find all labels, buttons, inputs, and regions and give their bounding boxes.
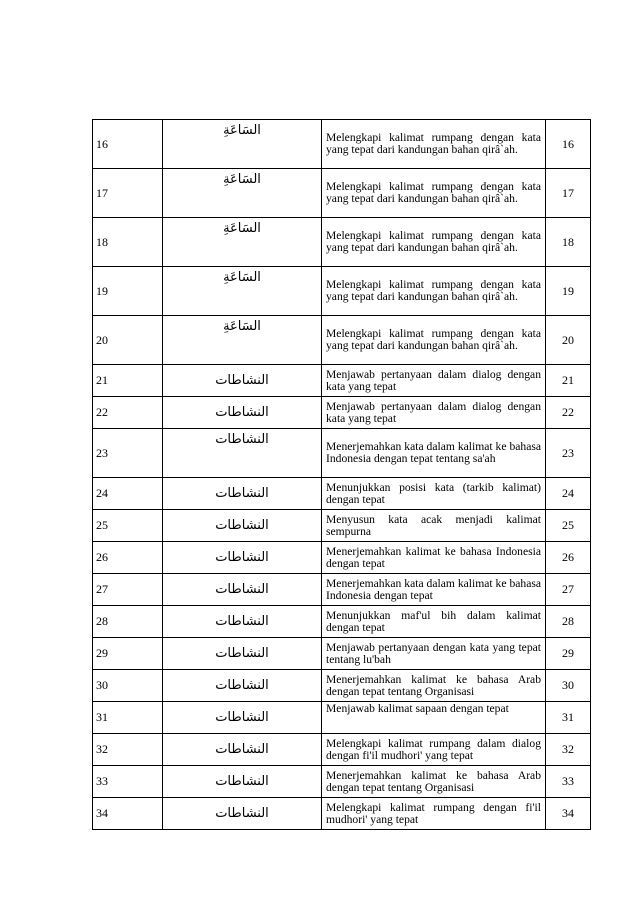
row-number: 26 xyxy=(93,542,163,574)
row-number: 32 xyxy=(93,734,163,766)
topic-arabic: النشاطات xyxy=(163,702,322,734)
indicator-text: Menyusun kata acak menjadi kalimat sempurna xyxy=(322,510,546,542)
topic-arabic: السَاعَةِ xyxy=(163,316,322,365)
table-row xyxy=(93,638,591,670)
row-number-right: 28 xyxy=(546,606,591,638)
row-number: 28 xyxy=(93,606,163,638)
row-number: 21 xyxy=(93,365,163,397)
row-number-right: 19 xyxy=(546,267,591,316)
indicator-text: Melengkapi kalimat rumpang dalam dialog dengan fi'il mudhori' yang tepat xyxy=(322,734,546,766)
row-number: 31 xyxy=(93,702,163,734)
table-row xyxy=(93,478,591,510)
indicator-text: Menunjukkan maf'ul bih dalam kalimat dengan tepat xyxy=(322,606,546,638)
table-row xyxy=(93,365,591,397)
table-row xyxy=(93,574,591,606)
indicator-text: Menerjemahkan kalimat ke bahasa Arab dengan tepat tentang Organisasi xyxy=(322,766,546,798)
indicator-text: Menunjukkan posisi kata (tarkib kalimat) dengan tepat xyxy=(322,478,546,510)
table-row xyxy=(93,734,591,766)
table-row xyxy=(93,218,591,267)
indicator-text: Menerjemahkan kata dalam kalimat ke bahasa Indonesia dengan tepat tentang sa'ah xyxy=(322,429,546,478)
row-number-right: 32 xyxy=(546,734,591,766)
row-number: 19 xyxy=(93,267,163,316)
topic-arabic: النشاطات xyxy=(163,478,322,510)
topic-arabic: النشاطات xyxy=(163,670,322,702)
topic-arabic: النشاطات xyxy=(163,766,322,798)
row-number-right: 24 xyxy=(546,478,591,510)
indicator-table xyxy=(92,119,591,830)
row-number: 30 xyxy=(93,670,163,702)
indicator-text: Melengkapi kalimat rumpang dengan kata yang tepat dari kandungan bahan qirâ`ah. xyxy=(322,169,546,218)
row-number: 24 xyxy=(93,478,163,510)
topic-arabic: النشاطات xyxy=(163,798,322,830)
topic-arabic: النشاطات xyxy=(163,734,322,766)
row-number: 27 xyxy=(93,574,163,606)
indicator-text: Melengkapi kalimat rumpang dengan kata yang tepat dari kandungan bahan qirâ`ah. xyxy=(322,120,546,169)
topic-arabic: النشاطات xyxy=(163,638,322,670)
row-number: 25 xyxy=(93,510,163,542)
table-row xyxy=(93,169,591,218)
row-number: 29 xyxy=(93,638,163,670)
row-number: 33 xyxy=(93,766,163,798)
row-number: 16 xyxy=(93,120,163,169)
table-row xyxy=(93,510,591,542)
indicator-text: Menjawab pertanyaan dalam dialog dengan kata yang tepat xyxy=(322,397,546,429)
row-number-right: 29 xyxy=(546,638,591,670)
row-number-right: 18 xyxy=(546,218,591,267)
row-number: 23 xyxy=(93,429,163,478)
row-number-right: 25 xyxy=(546,510,591,542)
indicator-text: Melengkapi kalimat rumpang dengan kata yang tepat dari kandungan bahan qirâ`ah. xyxy=(322,218,546,267)
row-number-right: 31 xyxy=(546,702,591,734)
indicator-text: Menjawab pertanyaan dalam dialog dengan kata yang tepat xyxy=(322,365,546,397)
topic-arabic: النشاطات xyxy=(163,510,322,542)
indicator-text: Melengkapi kalimat rumpang dengan kata yang tepat dari kandungan bahan qirâ`ah. xyxy=(322,316,546,365)
topic-arabic: النشاطات xyxy=(163,397,322,429)
table-row xyxy=(93,120,591,169)
indicator-text: Menjawab kalimat sapaan dengan tepat xyxy=(322,702,546,734)
table-row xyxy=(93,798,591,830)
table-row xyxy=(93,670,591,702)
table-row xyxy=(93,542,591,574)
table-row xyxy=(93,429,591,478)
row-number-right: 21 xyxy=(546,365,591,397)
topic-arabic: النشاطات xyxy=(163,606,322,638)
table-row xyxy=(93,397,591,429)
row-number: 20 xyxy=(93,316,163,365)
topic-arabic: النشاطات xyxy=(163,574,322,606)
indicator-text: Menerjemahkan kalimat ke bahasa Indonesia dengan tepat xyxy=(322,542,546,574)
row-number: 22 xyxy=(93,397,163,429)
row-number-right: 16 xyxy=(546,120,591,169)
topic-arabic: النشاطات xyxy=(163,542,322,574)
row-number-right: 34 xyxy=(546,798,591,830)
indicator-text: Menerjemahkan kata dalam kalimat ke bahasa Indonesia dengan tepat xyxy=(322,574,546,606)
table-row xyxy=(93,316,591,365)
topic-arabic: السَاعَةِ xyxy=(163,169,322,218)
table-row xyxy=(93,702,591,734)
row-number-right: 20 xyxy=(546,316,591,365)
topic-arabic: السَاعَةِ xyxy=(163,267,322,316)
row-number-right: 22 xyxy=(546,397,591,429)
row-number-right: 33 xyxy=(546,766,591,798)
topic-arabic: السَاعَةِ xyxy=(163,218,322,267)
row-number-right: 30 xyxy=(546,670,591,702)
table-row xyxy=(93,267,591,316)
row-number: 17 xyxy=(93,169,163,218)
row-number-right: 26 xyxy=(546,542,591,574)
indicator-text: Menerjemahkan kalimat ke bahasa Arab dengan tepat tentang Organisasi xyxy=(322,670,546,702)
table-row xyxy=(93,766,591,798)
row-number-right: 27 xyxy=(546,574,591,606)
indicator-text: Menjawab pertanyaan dengan kata yang tepat tentang lu'bah xyxy=(322,638,546,670)
indicator-text: Melengkapi kalimat rumpang dengan kata yang tepat dari kandungan bahan qirâ`ah. xyxy=(322,267,546,316)
row-number: 18 xyxy=(93,218,163,267)
row-number-right: 23 xyxy=(546,429,591,478)
indicator-text: Melengkapi kalimat rumpang dengan fi'il mudhori' yang tepat xyxy=(322,798,546,830)
table-row xyxy=(93,606,591,638)
topic-arabic: السَاعَةِ xyxy=(163,120,322,169)
row-number-right: 17 xyxy=(546,169,591,218)
row-number: 34 xyxy=(93,798,163,830)
topic-arabic: النشاطات xyxy=(163,429,322,478)
topic-arabic: النشاطات xyxy=(163,365,322,397)
